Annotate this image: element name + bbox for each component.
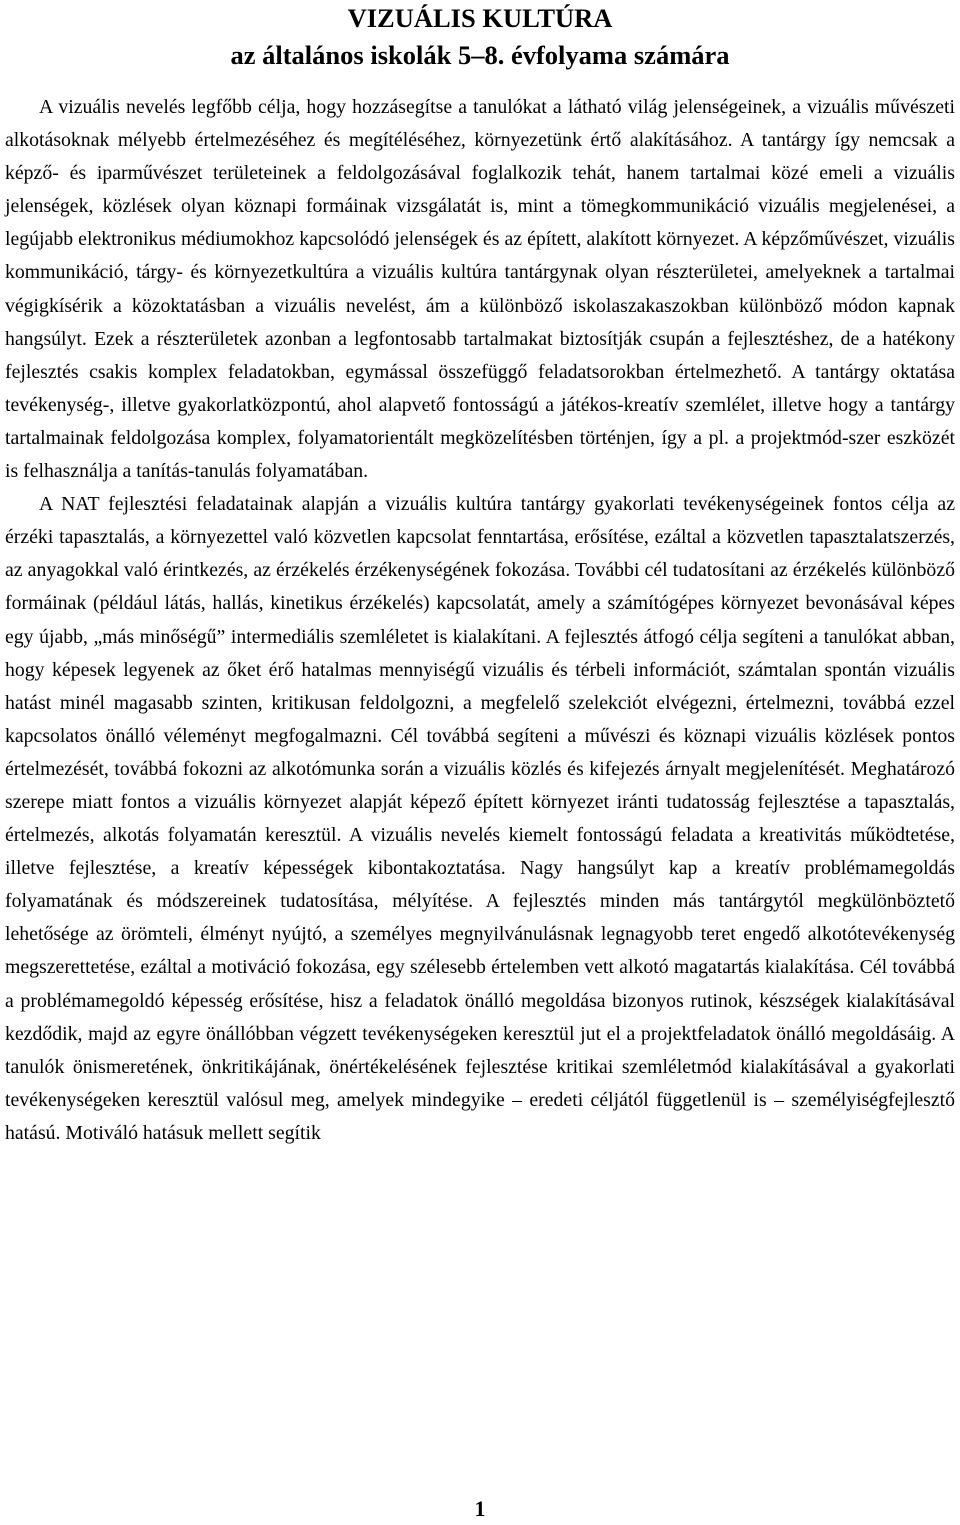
document-title: VIZUÁLIS KULTÚRA: [347, 3, 613, 33]
paragraph: A NAT fejlesztési feladatainak alapján a vizuális kultúra tantárgy gyakorlati tevékenységeinek fontos célja az érzéki tapasztalás, a környezettel való közvetlen kapcsolat fenntartása, erősítése, ezáltal a közvetlen tapasztalatszerzés, az anyagokkal való érintkezés, az érzékelés érzékenységének fokozása. További cél tudatosítani az érzékelés különböző formáinak (például látás, hallás, kinetikus érzékelés) kapcsolatát, amely a számítógépes környezet bevonásával képes egy újabb, „más minőségű” intermediális szemléletet is kialakítani. A fejlesztés átfogó célja segíteni a tanulókat abban, hogy képesek legyenek az őket érő hatalmas mennyiségű vizuális és térbeli információt, számtalan spontán vizuális hatást minél magasabb szinten, kritikusan feldolgozni, a megfelelő szelekciót elvégezni, értelmezni, továbbá ezzel kapcsolatos önálló véleményt megfogalmazni. Cél továbbá segíteni a művészi és köznapi vizuális közlések pontos értelmezését, továbbá fokozni az alkotómunka során a vizuális közlés és kifejezés árnyalt megjelenítését. Meghatározó szerepe miatt fontos a vizuális környezet alapját képező épített környezet iránti tudatosság fejlesztése a tapasztalás, értelmezés, alkotás folyamatán keresztül. A vizuális nevelés kiemelt fontosságú feladata a kreativitás működtetése, illetve fejlesztése, a kreatív képességek kibontakoztatása. Nagy hangsúlyt kap a kreatív problémamegoldás folyamatának és módszereinek tudatosítása, mélyítése. A fejlesztés minden más tantárgytól megkülönböztető lehetősége az örömteli, élményt nyújtó, a személyes megnyilvánulásnak legnagyobb teret engedő alkotótevékenység megszerettetése, ezáltal a motiváció fokozása, egy szélesebb értelemben vett alkotó magatartás kialakítása. Cél továbbá a problémamegoldó képesség erősítése, hisz a feladatok önálló megoldása bizonyos rutinok, készségek kialakításával kezdődik, majd az egyre önállóbban végzett tevékenységeken keresztül jut el a projektfeladatok önálló megoldásáig. A tanulók önismeretének, önkritikájának, önértékelésének fejlesztése kritikai szemléletmód kialakításával a gyakorlati tevékenységeken keresztül valósul meg, amelyek mindegyike – eredeti céljától függetlenül is – személyiségfejlesztő hatású. Motiváló hatásuk mellett segítik: [5, 493, 955, 1144]
page-number: 1: [474, 1496, 486, 1521]
document-subtitle: az általános iskolák 5–8. évfolyama számára: [230, 40, 730, 70]
document-body: [5, 91, 955, 1150]
document-page: [5, 0, 955, 1150]
paragraph: A vizuális nevelés legfőbb célja, hogy hozzásegítse a tanulókat a látható világ jelenségeinek, a vizuális művészeti alkotásoknak mélyebb értelmezéséhez és megítéléséhez, környezetünk értő alakításához. A tantárgy így nemcsak a képző- és iparművészet területeinek a feldolgozásával foglalkozik tehát, hanem tartalmai közé emeli a vizuális jelenségek, közlések olyan köznapi formáinak vizsgálatát is, mint a tömegkommunikáció vizuális megjelenései, a legújabb elektronikus médiumokhoz kapcsolódó jelenségek és az épített, alakított környezet. A képzőművészet, vizuális kommunikáció, tárgy- és környezetkultúra a vizuális kultúra tantárgynak olyan részterületei, amelyeknek a tartalmai végigkísérik a közoktatásban a vizuális nevelést, ám a különböző iskolaszakaszokban különböző módon kapnak hangsúlyt. Ezek a részterületek azonban a legfontosabb tartalmakat biztosítják csupán a fejlesztéshez, de a hatékony fejlesztés csakis komplex feladatokban, egymással összefüggő feladatsorokban értelmezhető. A tantárgy oktatása tevékenység-, illetve gyakorlatközpontú, ahol alapvető fontosságú a játékos-kreatív szemlélet, illetve hogy a tantárgy tartalmainak feldolgozása komplex, folyamatorientált megközelítésben történjen, így a pl. a projektmód-szer eszközét is felhasználja a tanítás-tanulás folyamatában.: [5, 96, 955, 483]
title-block: [5, 0, 955, 74]
